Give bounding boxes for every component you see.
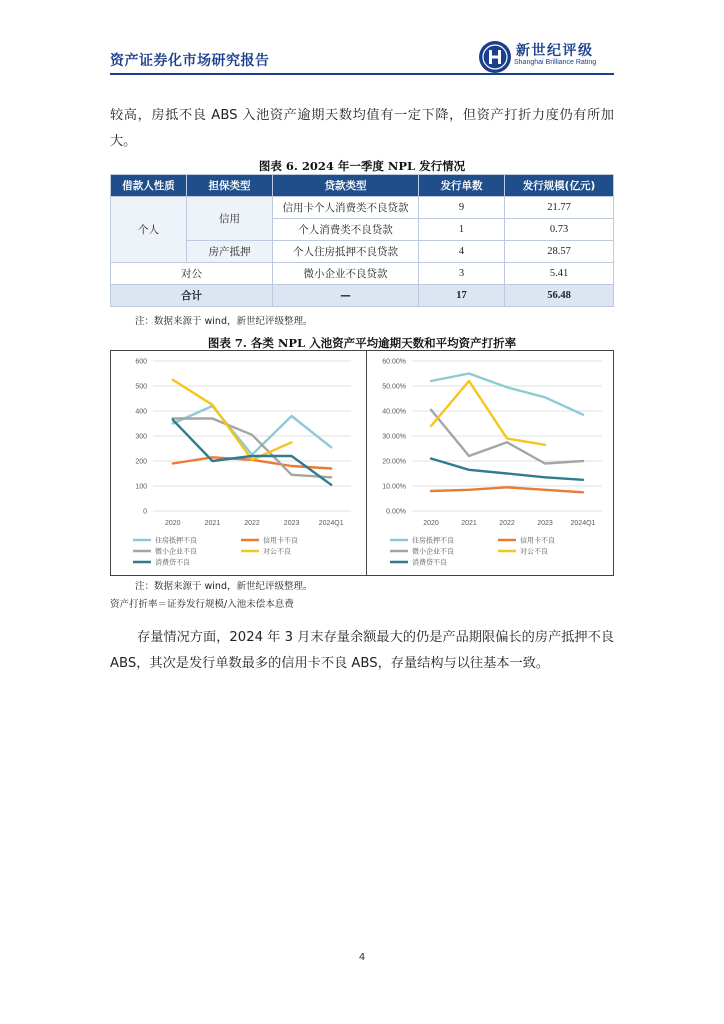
cell-loan-type: 信用卡个人消费类不良贷款 <box>273 197 419 219</box>
cell-total-label: 合计 <box>111 285 273 307</box>
table-row <box>111 241 614 263</box>
table-header-row <box>111 175 614 197</box>
y-tick-label: 20.00% <box>382 458 406 466</box>
page-number: 4 <box>358 952 366 963</box>
chart-note-definition: 资产打折率＝证券发行规模/入池未偿本息费 <box>110 599 294 610</box>
logo-text-cn: 新世纪评级 <box>516 43 594 59</box>
cell-count: 4 <box>419 241 505 263</box>
legend-label: 信用卡不良 <box>263 537 298 545</box>
cell-size: 0.73 <box>505 219 614 241</box>
x-tick-label: 2024Q1 <box>318 520 344 527</box>
y-tick-label: 200 <box>135 458 147 466</box>
legend-label: 微小企业不良 <box>412 548 454 556</box>
cell-guarantee: 信用 <box>187 197 273 241</box>
series-line <box>431 487 583 492</box>
legend-label: 消费贷不良 <box>412 559 447 567</box>
cell-size: 28.57 <box>505 241 614 263</box>
npl-issuance-table <box>110 174 614 307</box>
cell-total-loan: — <box>273 285 419 307</box>
col-header: 担保类型 <box>187 175 273 197</box>
y-tick-label: 60.00% <box>382 358 406 366</box>
overdue-days-chart <box>111 351 365 575</box>
legend-label: 对公不良 <box>263 548 291 556</box>
cell-guarantee: 房产抵押 <box>187 241 273 263</box>
x-tick-label: 2022 <box>499 520 515 527</box>
x-tick-label: 2024Q1 <box>570 520 596 527</box>
col-header: 发行单数 <box>419 175 505 197</box>
logo-text-en: Shanghai Brilliance Rating <box>514 59 597 66</box>
col-header: 借款人性质 <box>111 175 187 197</box>
cell-count: 9 <box>419 197 505 219</box>
y-tick-label: 40.00% <box>382 408 406 416</box>
y-tick-label: 300 <box>135 433 147 441</box>
cell-size: 21.77 <box>505 197 614 219</box>
x-tick-label: 2022 <box>244 520 260 527</box>
y-tick-label: 30.00% <box>382 433 406 441</box>
company-logo-icon <box>478 40 512 74</box>
y-tick-label: 500 <box>135 383 147 391</box>
cell-count: 1 <box>419 219 505 241</box>
cell-borrower: 个人 <box>111 197 187 263</box>
legend-label: 住房抵押不良 <box>155 537 197 545</box>
legend-label: 住房抵押不良 <box>412 537 454 545</box>
series-line <box>431 374 583 415</box>
series-line <box>431 381 545 445</box>
cell-total-size: 56.48 <box>505 285 614 307</box>
y-tick-label: 100 <box>135 483 147 491</box>
table-row <box>111 263 614 285</box>
chart-divider <box>366 350 367 576</box>
table-total-row <box>111 285 614 307</box>
legend-label: 微小企业不良 <box>155 548 197 556</box>
y-tick-label: 400 <box>135 408 147 416</box>
table-note: 注：数据来源于 wind，新世纪评级整理。 <box>135 316 313 327</box>
cell-loan-type: 微小企业不良贷款 <box>273 263 419 285</box>
table-caption: 图表 6. 2024 年一季度 NPL 发行情况 <box>258 159 466 173</box>
cell-loan-type: 个人消费类不良贷款 <box>273 219 419 241</box>
legend-label: 对公不良 <box>520 548 548 556</box>
x-tick-label: 2020 <box>165 520 181 527</box>
cell-total-count: 17 <box>419 285 505 307</box>
y-tick-label: 600 <box>135 358 147 366</box>
col-header: 贷款类型 <box>273 175 419 197</box>
cell-count: 3 <box>419 263 505 285</box>
y-tick-label: 0 <box>143 508 147 516</box>
paragraph-intro: 较高，房抵不良 ABS 入池资产逾期天数均值有一定下降，但资产打折力度仍有所加大。 <box>110 108 614 149</box>
chart-note-source: 注：数据来源于 wind，新世纪评级整理。 <box>135 581 313 592</box>
cell-size: 5.41 <box>505 263 614 285</box>
cell-loan-type: 个人住房抵押不良贷款 <box>273 241 419 263</box>
chart-caption: 图表 7. 各类 NPL 入池资产平均逾期天数和平均资产打折率 <box>207 336 517 350</box>
discount-rate-chart <box>368 351 613 575</box>
col-header: 发行规模(亿元) <box>505 175 614 197</box>
header-divider <box>110 73 614 75</box>
x-tick-label: 2020 <box>423 520 439 527</box>
series-line <box>173 380 292 460</box>
x-tick-label: 2023 <box>537 520 553 527</box>
legend-label: 消费贷不良 <box>155 559 190 567</box>
series-line <box>173 406 331 455</box>
y-tick-label: 0.00% <box>386 508 406 516</box>
header-title: 资产证券化市场研究报告 <box>110 53 270 69</box>
table-row <box>111 197 614 219</box>
paragraph-stock: 存量情况方面，2024 年 3 月末存量余额最大的仍是产品期限偏长的房产抵押不良 ABS，其次是发行单数最多的信用卡不良 ABS，存量结构与以往基本一致。 <box>110 630 614 671</box>
legend-label: 信用卡不良 <box>520 537 555 545</box>
x-tick-label: 2023 <box>283 520 300 527</box>
y-tick-label: 50.00% <box>382 383 406 391</box>
x-tick-label: 2021 <box>461 520 477 527</box>
x-tick-label: 2021 <box>204 520 221 527</box>
cell-borrower: 对公 <box>111 263 273 285</box>
y-tick-label: 10.00% <box>382 483 406 491</box>
